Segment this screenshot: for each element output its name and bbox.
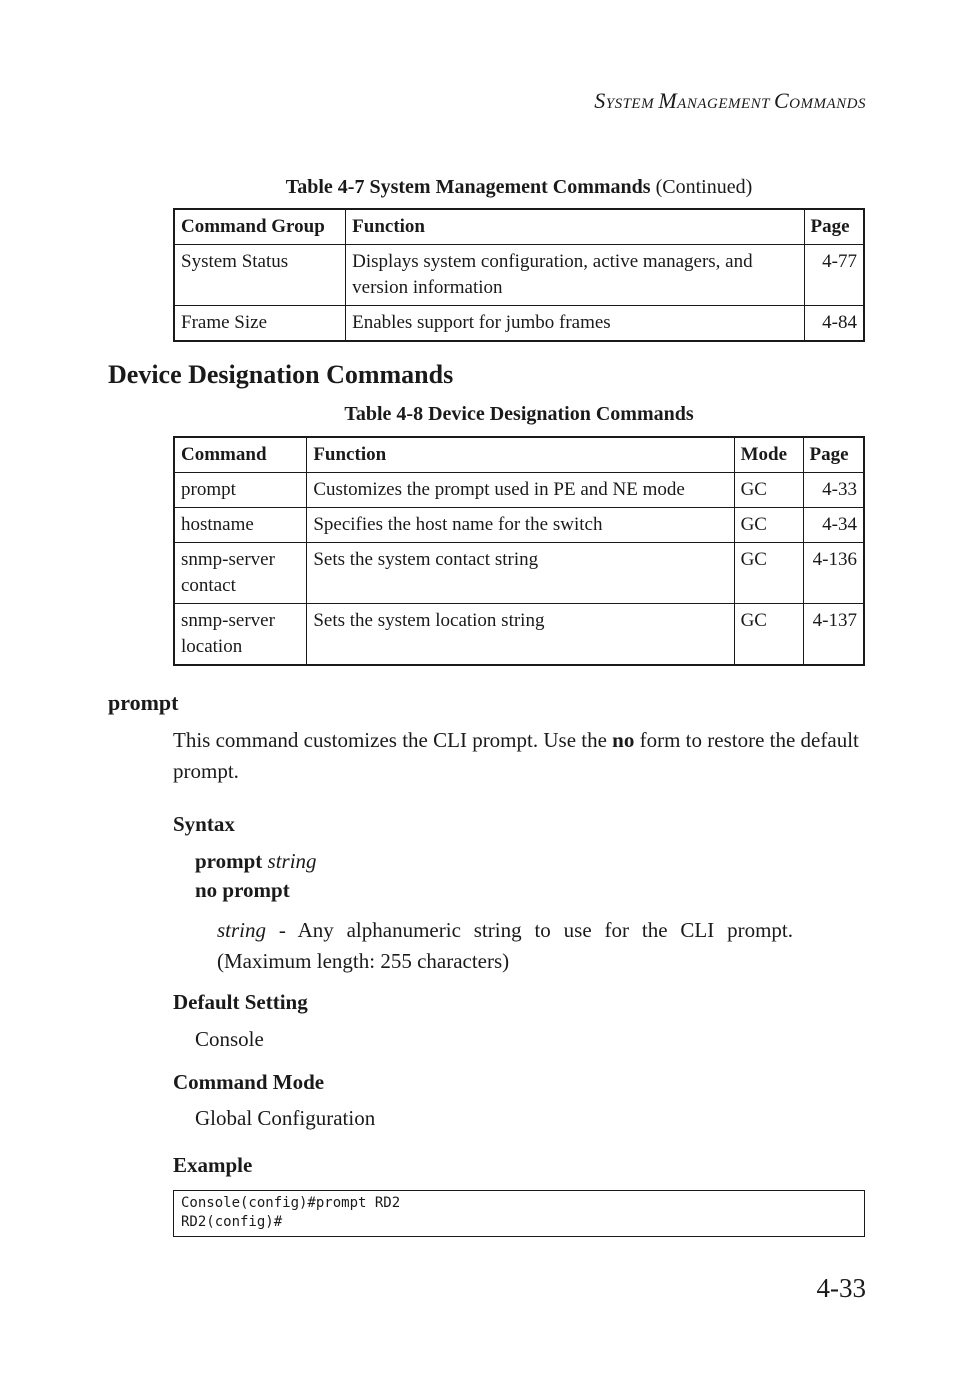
running-head-word-2: MANAGEMENT <box>658 88 774 113</box>
table-cell: Enables support for jumbo frames <box>346 306 804 342</box>
example-heading: Example <box>173 1153 253 1177</box>
table-cell: GC <box>734 543 803 604</box>
column-header: Function <box>307 437 734 473</box>
table-cell: Displays system configuration, active managers, and version information <box>346 245 804 306</box>
table-row <box>174 543 864 604</box>
table-cell: System Status <box>174 245 346 306</box>
table-cell: GC <box>734 508 803 543</box>
running-head-word-1: SYSTEM <box>594 88 659 113</box>
table-cell: 4-84 <box>804 306 864 342</box>
table-row <box>174 245 864 306</box>
command-mode-heading: Command Mode <box>173 1070 325 1094</box>
parameter-description: string - Any alphanumeric string to use for the CLI prompt. (Maximum length: 255 characters) <box>217 918 793 973</box>
running-head-word-3: COMMANDS <box>773 88 866 113</box>
table-cell: 4-137 <box>803 604 864 666</box>
table-cell: 4-33 <box>803 473 864 508</box>
command-mode-value: Global Configuration <box>195 1106 376 1130</box>
default-setting-heading: Default Setting <box>173 990 308 1014</box>
table-row <box>174 604 864 666</box>
table-row <box>174 473 864 508</box>
table-cell: 4-34 <box>803 508 864 543</box>
table-4-8-caption: Table 4-8 Device Designation Commands <box>344 403 694 425</box>
syntax-line-1: prompt string <box>195 849 317 873</box>
section-title: Device Designation Commands <box>108 360 454 389</box>
syntax-heading: Syntax <box>173 812 235 836</box>
syntax-line-2: no prompt <box>195 878 290 902</box>
table-cell: snmp-server contact <box>174 543 307 604</box>
table-header-row <box>174 209 864 245</box>
table-cell: Sets the system location string <box>307 604 734 666</box>
table-4-7 <box>173 208 865 342</box>
command-description: This command customizes the CLI prompt. Use the no form to restore the default prompt. <box>173 728 859 783</box>
column-header: Command Group <box>174 209 346 245</box>
table-cell: Customizes the prompt used in PE and NE mode <box>307 473 734 508</box>
table-cell: GC <box>734 473 803 508</box>
table-cell: Frame Size <box>174 306 346 342</box>
column-header: Page <box>804 209 864 245</box>
table-cell: hostname <box>174 508 307 543</box>
page-number: 4-33 <box>816 1273 866 1303</box>
column-header: Mode <box>734 437 803 473</box>
table-row <box>174 306 864 342</box>
example-code-block: Console(config)#prompt RD2 RD2(config)# <box>173 1190 865 1237</box>
column-header: Page <box>803 437 864 473</box>
column-header: Command <box>174 437 307 473</box>
table-header-row <box>174 437 864 473</box>
column-header: Function <box>346 209 804 245</box>
table-cell: prompt <box>174 473 307 508</box>
table-4-8 <box>173 436 865 666</box>
default-setting-value: Console <box>195 1027 264 1051</box>
command-title: prompt <box>108 690 179 715</box>
running-head <box>594 88 866 114</box>
table-cell: GC <box>734 604 803 666</box>
table-4-7-caption: Table 4-7 System Management Commands (Continued) <box>285 176 753 198</box>
table-cell: 4-77 <box>804 245 864 306</box>
table-row <box>174 508 864 543</box>
table-cell: Specifies the host name for the switch <box>307 508 734 543</box>
table-cell: snmp-server location <box>174 604 307 666</box>
table-cell: 4-136 <box>803 543 864 604</box>
table-cell: Sets the system contact string <box>307 543 734 604</box>
